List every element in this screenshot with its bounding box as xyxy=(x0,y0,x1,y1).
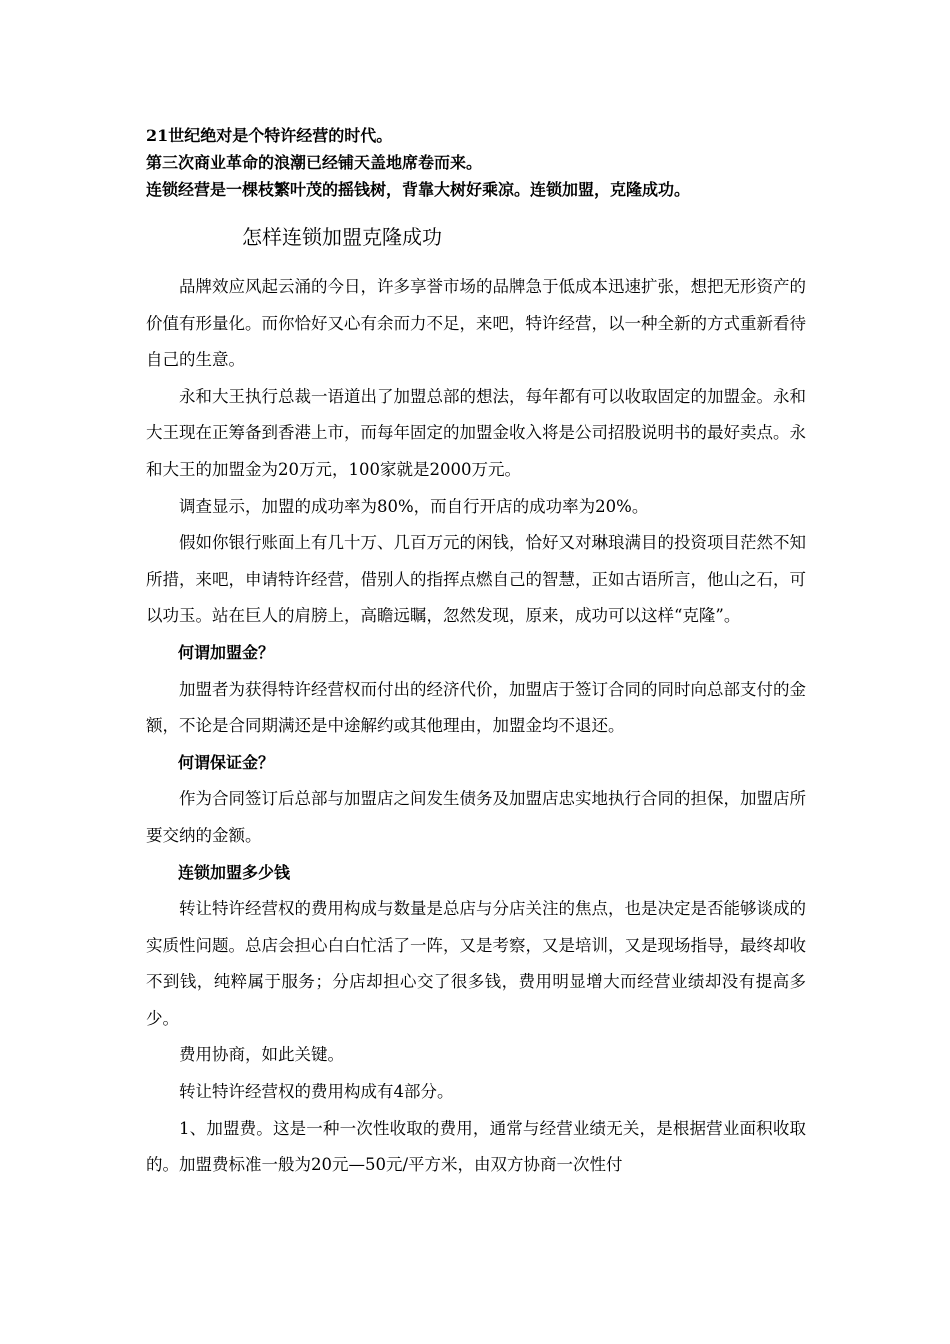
paragraph: 品牌效应风起云涌的今日，许多享誉市场的品牌急于低成本迅速扩张，想把无形资产的价值有形量化。而你恰好又心有余而力不足，来吧，特许经营，以一种全新的方式重新看待自己的生意。 xyxy=(146,277,806,370)
intro-line: 第三次商业革命的浪潮已经铺天盖地席卷而来。 xyxy=(146,153,483,172)
paragraph: 调查显示，加盟的成功率为80%，而自行开店的成功率为20%。 xyxy=(179,496,649,516)
paragraph: 转让特许经营权的费用构成有4部分。 xyxy=(179,1082,454,1102)
section-heading: 连锁加盟多少钱 xyxy=(178,862,291,882)
article-body xyxy=(146,269,806,1184)
paragraph: 假如你银行账面上有几十万、几百万元的闲钱，恰好又对琳琅满目的投资项目茫然不知所措，来吧，申请特许经营，借别人的指挥点燃自己的智慧，正如古语所言，他山之石，可以功玉。站在巨人的肩膀上，高瞻远瞩，忽然发现，原来，成功可以这样“克隆”。 xyxy=(146,533,806,626)
intro-line: 连锁经营是一棵枝繁叶茂的摇钱树，背靠大树好乘凉。连锁加盟，克隆成功。 xyxy=(146,180,691,199)
paragraph: 1、加盟费。这是一种一次性收取的费用，通常与经营业绩无关，是根据营业面积收取的。加盟费标准一般为20元—50元/平方米，由双方协商一次性付 xyxy=(146,1118,806,1175)
article-title: 怎样连锁加盟克隆成功 xyxy=(242,225,442,249)
paragraph: 费用协商，如此关键。 xyxy=(179,1045,344,1065)
section-heading: 何谓保证金？ xyxy=(178,752,275,772)
paragraph: 作为合同签订后总部与加盟店之间发生债务及加盟店忠实地执行合同的担保，加盟店所要交纳的金额。 xyxy=(146,789,806,845)
intro-block xyxy=(146,122,866,203)
paragraph: 加盟者为获得特许经营权而付出的经济代价，加盟店于签订合同的同时向总部支付的金额，不论是合同期满还是中途解约或其他理由，加盟金均不退还。 xyxy=(146,679,806,736)
paragraph: 转让特许经营权的费用构成与数量是总店与分店关注的焦点，也是决定是否能够谈成的实质性问题。总店会担心白白忙活了一阵，又是考察，又是培训，又是现场指导，最终却收不到钱，纯粹属于服务；分店却担心交了很多钱，费用明显增大而经营业绩却没有提高多少。 xyxy=(146,899,806,1028)
section-heading: 何谓加盟金？ xyxy=(178,642,275,662)
paragraph: 永和大王执行总裁一语道出了加盟总部的想法，每年都有可以收取固定的加盟金。永和大王现在正筹备到香港上市，而每年固定的加盟金收入将是公司招股说明书的最好卖点。永和大王的加盟金为20万元，100家就是2000万元。 xyxy=(146,386,806,479)
intro-line: 21世纪绝对是个特许经营的时代。 xyxy=(146,126,393,145)
